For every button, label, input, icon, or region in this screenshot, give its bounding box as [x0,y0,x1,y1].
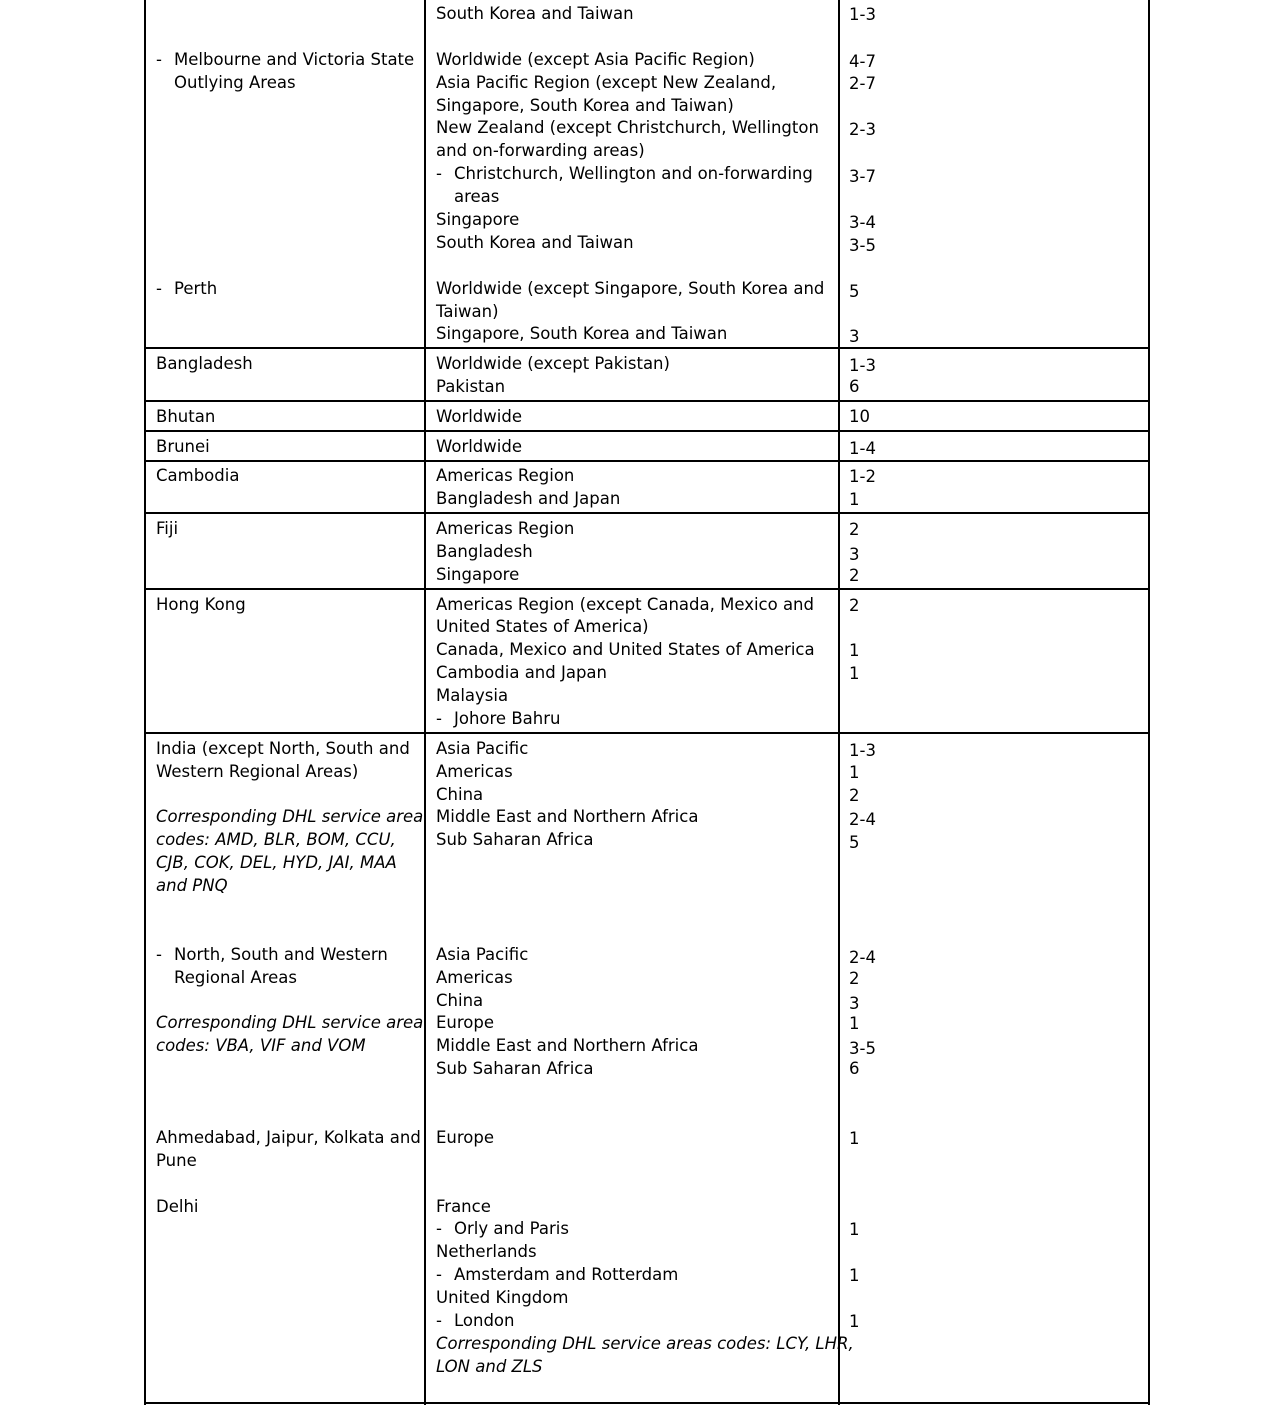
transit-days-cell: 3 [849,994,860,1013]
destination-cell: Europe [436,1128,495,1147]
transit-days-cell: 1 [849,763,860,782]
origin-cell: India (except North, South and [156,739,410,758]
destination-cell: United States of America) [436,617,649,636]
dash-bullet: - [156,279,162,298]
row-divider [144,460,1150,462]
transit-days-cell: 1 [849,664,860,683]
row-divider [144,512,1150,514]
destination-cell: Singapore [436,565,520,584]
transit-days-cell: 2 [849,566,860,585]
transit-days-cell: 5 [849,282,860,301]
transit-days-cell: 1-3 [849,741,876,760]
transit-days-cell: 3-4 [849,213,876,232]
transit-days-cell: 2 [849,520,860,539]
origin-cell: Hong Kong [156,595,246,614]
dash-bullet: - [436,1311,442,1330]
transit-days-cell: 2 [849,596,860,615]
dash-bullet: - [156,50,162,69]
row-divider [144,430,1150,432]
service-area-note: codes: AMD, BLR, BOM, CCU, [156,830,396,849]
origin-cell: Bhutan [156,407,216,426]
transit-days-cell: 2-4 [849,948,876,967]
destination-cell: Sub Saharan Africa [436,830,594,849]
origin-cell: Pune [156,1151,197,1170]
destination-cell: Pakistan [436,377,506,396]
destination-cell: China [436,785,484,804]
transit-days-cell: 1 [849,1129,860,1148]
destination-cell: France [436,1197,491,1216]
destination-cell: Americas Region (except Canada, Mexico and [436,595,814,614]
destination-cell: New Zealand (except Christchurch, Wellington [436,118,819,137]
service-area-note: CJB, COK, DEL, HYD, JAI, MAA [156,853,397,872]
transit-days-cell: 3-5 [849,1039,876,1058]
transit-days-cell: 1 [849,1266,860,1285]
destination-cell: Malaysia [436,686,509,705]
destination-cell: areas [454,187,500,206]
destination-cell: Netherlands [436,1242,537,1261]
transit-days-cell: 6 [849,377,860,396]
table-border-right [1148,0,1150,1405]
origin-cell: Western Regional Areas) [156,762,359,781]
destination-cell: Americas [436,968,513,987]
transit-days-cell: 1 [849,641,860,660]
transit-days-cell: 4-7 [849,52,876,71]
destination-cell: China [436,991,484,1010]
service-area-note: Corresponding DHL service area [156,1013,424,1032]
destination-cell: Worldwide [436,437,522,456]
destination-cell: Worldwide [436,407,522,426]
service-area-note: codes: VBA, VIF and VOM [156,1036,366,1055]
table-border-left [144,0,146,1405]
service-area-note: LON and ZLS [436,1357,543,1376]
origin-cell: Delhi [156,1197,199,1216]
destination-cell: Worldwide (except Asia Pacific Region) [436,50,755,69]
transit-days-cell: 1 [849,1312,860,1331]
transit-days-cell: 2-4 [849,810,876,829]
destination-cell: Johore Bahru [454,709,561,728]
dash-bullet: - [436,709,442,728]
transit-days-cell: 1-3 [849,356,876,375]
destination-cell: and on-forwarding areas) [436,141,645,160]
transit-days-cell: 1-4 [849,439,876,458]
transit-days-cell: 2-3 [849,120,876,139]
destination-cell: Europe [436,1013,495,1032]
transit-days-cell: 3 [849,327,860,346]
column-divider-1 [424,0,426,1405]
service-area-note: Corresponding DHL service area [156,807,424,826]
transit-days-cell: 1 [849,1220,860,1239]
origin-cell: Cambodia [156,466,240,485]
origin-cell: Bangladesh [156,354,253,373]
dash-bullet: - [156,945,162,964]
destination-cell: South Korea and Taiwan [436,4,634,23]
transit-days-cell: 1 [849,1014,860,1033]
origin-cell: Regional Areas [174,968,297,987]
transit-days-cell: 2-7 [849,74,876,93]
table-border-bottom [144,1402,1150,1404]
destination-cell: Bangladesh [436,542,533,561]
origin-cell: Brunei [156,437,210,456]
destination-cell: United Kingdom [436,1288,569,1307]
destination-cell: Sub Saharan Africa [436,1059,594,1078]
destination-cell: Orly and Paris [454,1219,569,1238]
destination-cell: Taiwan) [436,302,499,321]
transit-days-cell: 3 [849,545,860,564]
destination-cell: South Korea and Taiwan [436,233,634,252]
destination-cell: Christchurch, Wellington and on-forwarding [454,164,813,183]
transit-days-cell: 5 [849,833,860,852]
transit-days-cell: 3-5 [849,236,876,255]
destination-cell: Americas [436,762,513,781]
transit-days-cell: 1 [849,490,860,509]
destination-cell: Singapore, South Korea and Taiwan [436,324,728,343]
dash-bullet: - [436,1219,442,1238]
origin-cell: Ahmedabad, Jaipur, Kolkata and [156,1128,421,1147]
destination-cell: Singapore, South Korea and Taiwan) [436,96,734,115]
service-area-note: and PNQ [156,876,228,895]
transit-days-cell: 6 [849,1059,860,1078]
origin-cell: Fiji [156,519,179,538]
destination-cell: Americas Region [436,519,575,538]
transit-days-cell: 1-3 [849,5,876,24]
destination-cell: Amsterdam and Rotterdam [454,1265,679,1284]
destination-cell: Canada, Mexico and United States of America [436,640,815,659]
dash-bullet: - [436,1265,442,1284]
transit-days-cell: 1-2 [849,467,876,486]
destination-cell: Worldwide (except Singapore, South Korea and [436,279,825,298]
origin-cell: Perth [174,279,218,298]
row-divider [144,732,1150,734]
origin-cell: Melbourne and Victoria State [174,50,415,69]
transit-times-table [144,0,1150,1406]
transit-days-cell: 2 [849,786,860,805]
transit-days-cell: 10 [849,407,870,426]
origin-cell: North, South and Western [174,945,388,964]
transit-days-cell: 3-7 [849,167,876,186]
service-area-note: Corresponding DHL service areas codes: LCY, LHR, [436,1334,854,1353]
row-divider [144,400,1150,402]
dash-bullet: - [436,164,442,183]
destination-cell: London [454,1311,515,1330]
destination-cell: Middle East and Northern Africa [436,807,699,826]
destination-cell: Asia Pacific [436,739,529,758]
origin-cell: Outlying Areas [174,73,296,92]
transit-days-cell: 2 [849,969,860,988]
destination-cell: Worldwide (except Pakistan) [436,354,670,373]
row-divider [144,347,1150,349]
destination-cell: Cambodia and Japan [436,663,607,682]
destination-cell: Singapore [436,210,520,229]
destination-cell: Asia Pacific Region (except New Zealand, [436,73,777,92]
column-divider-2 [838,0,840,1405]
destination-cell: Americas Region [436,466,575,485]
row-divider [144,588,1150,590]
destination-cell: Bangladesh and Japan [436,489,621,508]
destination-cell: Asia Pacific [436,945,529,964]
destination-cell: Middle East and Northern Africa [436,1036,699,1055]
